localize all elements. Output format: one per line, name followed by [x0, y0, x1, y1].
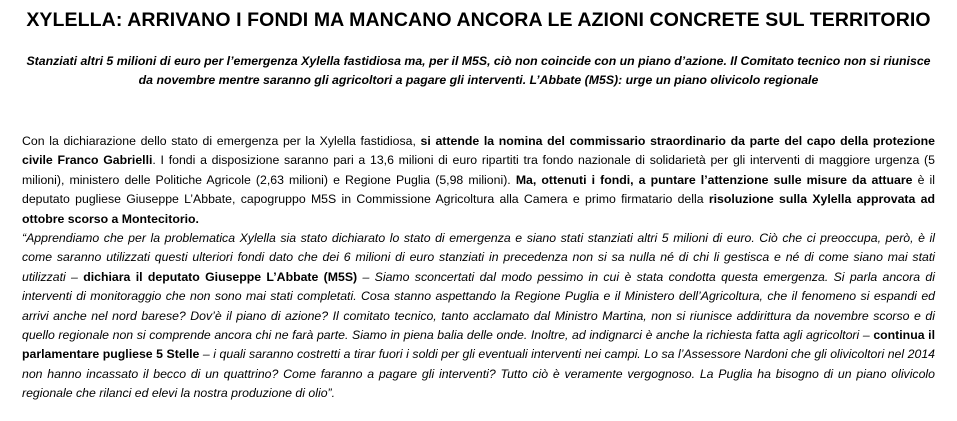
- quote-text-3: – i quali saranno costretti a tirar fuori i soldi per gli eventuali interventi nei campi. Lo sa l’Assessore Nardoni che gli olivicoltori nel 2014 non hanno incassato il becco di un quattrino? Come faranno a pagare gli interventi? Tutto ciò è veramente vergognoso. La Puglia ha bisogno di un piano olivicolo regionale che rilanci ed elevi la nostra produzione di olio”.: [22, 347, 936, 401]
- intro-text-1: Con la dichiarazione dello stato di emergenza per la Xylella fastidiosa,: [22, 134, 421, 148]
- article-subtitle: Stanziati altri 5 milioni di euro per l’emergenza Xylella fastidiosa ma, per il M5S, ciò non coincide con un piano d’azione. Il Comitato tecnico non si riunisce da novembre mentre saranno gli agricoltori a pagare gli interventi. L’Abbate (M5S): urge un piano olivicolo regionale: [26, 54, 931, 87]
- paragraph-quote: [22, 229, 935, 404]
- article-title: XYLELLA: ARRIVANO I FONDI MA MANCANO ANCORA LE AZIONI CONCRETE SUL TERRITORIO: [26, 9, 931, 31]
- quote-text-2: – Siamo sconcertati dal modo pessimo in cui è stata condotta questa emergenza. Si parla ancora di interventi di monitoraggio che non sono mai stati completati. Cosa stanno aspettando la Regione Puglia e il Ministero dell’Agricoltura, che il fenomeno si espandi ed arrivi anche nel nord barese? Dov’è il piano di azione? Il comitato tecnico, tanto acclamato dal Ministro Martina, non si riunisce addirittura da novembre scorso e di quello regionale non si comprende ancora chi ne farà parte. Siamo in piena balia delle onde. Inoltre, ad indignarci è anche la richiesta fatta agli agricoltori –: [22, 269, 935, 343]
- intro-bold-misure: Ma, ottenuti i fondi, a puntare l’attenzione sulle misure da attuare: [515, 172, 913, 187]
- quote-text-1: “Apprendiamo che per la problematica Xylella sia stato dichiarato lo stato di emergenza e siano stati stanziati altri 5 milioni di euro. Ciò che ci preoccupa, però, è il come saranno utilizzati questi ulteriori fondi dato che dei 6 milioni di euro stanziati in precedenza non si sa nulla né di chi li gestisca e né di come siano mai stati utilizzati –: [22, 231, 935, 284]
- intro-bold-commissario: si attende la nomina del commissario straordinario da parte del capo della protezione civile Franco Gabrielli: [22, 134, 935, 168]
- article-body: [22, 132, 935, 404]
- intro-text-2: . I fondi a disposizione saranno pari a 13,6 milioni di euro ripartiti tra fondo nazionale di solidarietà per gli interventi di maggiore urgenza (5 milioni), ministero delle Politiche Agricole (2,63 milioni) e Regione Puglia (5,98 milioni).: [22, 153, 935, 187]
- paragraph-intro: [22, 132, 935, 229]
- quote-bold-dichiara: dichiara il deputato Giuseppe L’Abbate (M5S): [83, 269, 358, 284]
- intro-bold-risoluzione: risoluzione sulla Xylella approvata ad ottobre scorso a Montecitorio.: [22, 192, 935, 226]
- intro-text-3: è il deputato pugliese Giuseppe L’Abbate, capogruppo M5S in Commissione Agricoltura alla Camera e primo firmatario della: [22, 172, 936, 207]
- quote-bold-continua: continua il parlamentare pugliese 5 Stelle: [22, 328, 935, 362]
